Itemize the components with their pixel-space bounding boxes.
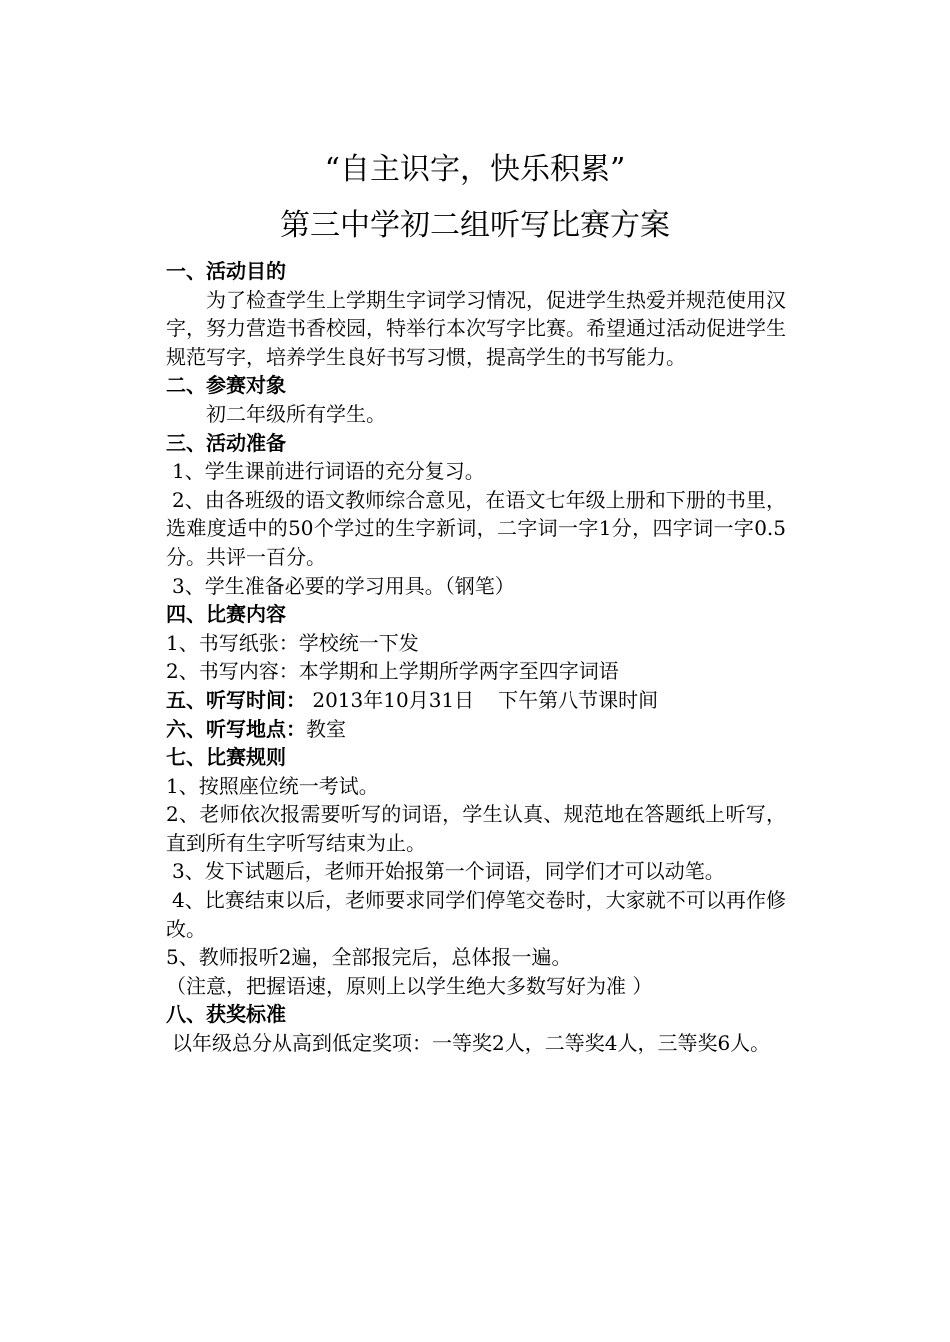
rule-item: 1、按照座位统一考试。 (166, 773, 379, 798)
section-heading-content: 四、比赛内容 (166, 602, 286, 627)
rule-item: 5、教师报听2遍，全部报完后，总体报一遍。 (166, 945, 572, 970)
preparation-item: 3、学生准备必要的学习用具。（钢笔） (172, 573, 515, 598)
document-body (166, 257, 786, 1058)
section-heading-preparation: 三、活动准备 (166, 430, 286, 455)
time-line (166, 686, 786, 715)
time-period: 下午第八节课时间 (498, 687, 659, 712)
section-heading-participants: 二、参赛对象 (166, 373, 286, 398)
content-item: 1、书写纸张：学校统一下发 (166, 630, 419, 655)
rule-item: 3、发下试题后，老师开始报第一个词语，同学们才可以动笔。 (172, 859, 725, 884)
section-heading-purpose: 一、活动目的 (166, 259, 286, 283)
content-item: 2、书写内容：本学期和上学期所学两字至四字词语 (166, 659, 619, 684)
preparation-item: 2、由各班级的语文教师综合意见，在语文七年级上册和下册的书里，选难度适中的50个学过的生字新词，二字词一字1分，四字词一字0.5分。共评一百分。 (166, 487, 786, 569)
rule-note: （注意，把握语速，原则上以学生绝大多数写好为准 ） (166, 973, 653, 998)
document-title: 第三中学初二组听写比赛方案 (280, 208, 670, 243)
participants-paragraph: 初二年级所有学生。 (206, 401, 386, 426)
location-line (166, 715, 786, 744)
section-heading-time: 五、听写时间： (166, 687, 306, 712)
purpose-paragraph: 为了检查学生上学期生字词学习情况，促进学生热爱并规范使用汉字，努力营造书香校园，特举行本次写字比赛。希望通过活动促进学生规范写字，培养学生良好书写习惯，提高学生的书写能力。 (166, 287, 786, 369)
section-heading-rules: 七、比赛规则 (166, 745, 286, 770)
preparation-item: 1、学生课前进行词语的充分复习。 (172, 459, 485, 484)
awards-paragraph: 以年级总分从高到低定奖项：一等奖2人，二等奖4人，三等奖6人。 (172, 1031, 771, 1056)
rule-item: 4、比赛结束以后，老师要求同学们停笔交卷时，大家就不可以再作修改。 (166, 888, 786, 941)
rule-item: 2、老师依次报需要听写的词语，学生认真、规范地在答题纸上听写，直到所有生字听写结束为止。 (166, 802, 786, 855)
time-date: 2013年10月31日 (312, 687, 475, 712)
section-heading-location: 六、听写地点： (166, 716, 306, 741)
location-value: 教室 (306, 716, 346, 741)
document-title-slogan: “自主识字，快乐积累” (324, 152, 626, 187)
section-heading-awards: 八、获奖标准 (166, 1002, 286, 1027)
